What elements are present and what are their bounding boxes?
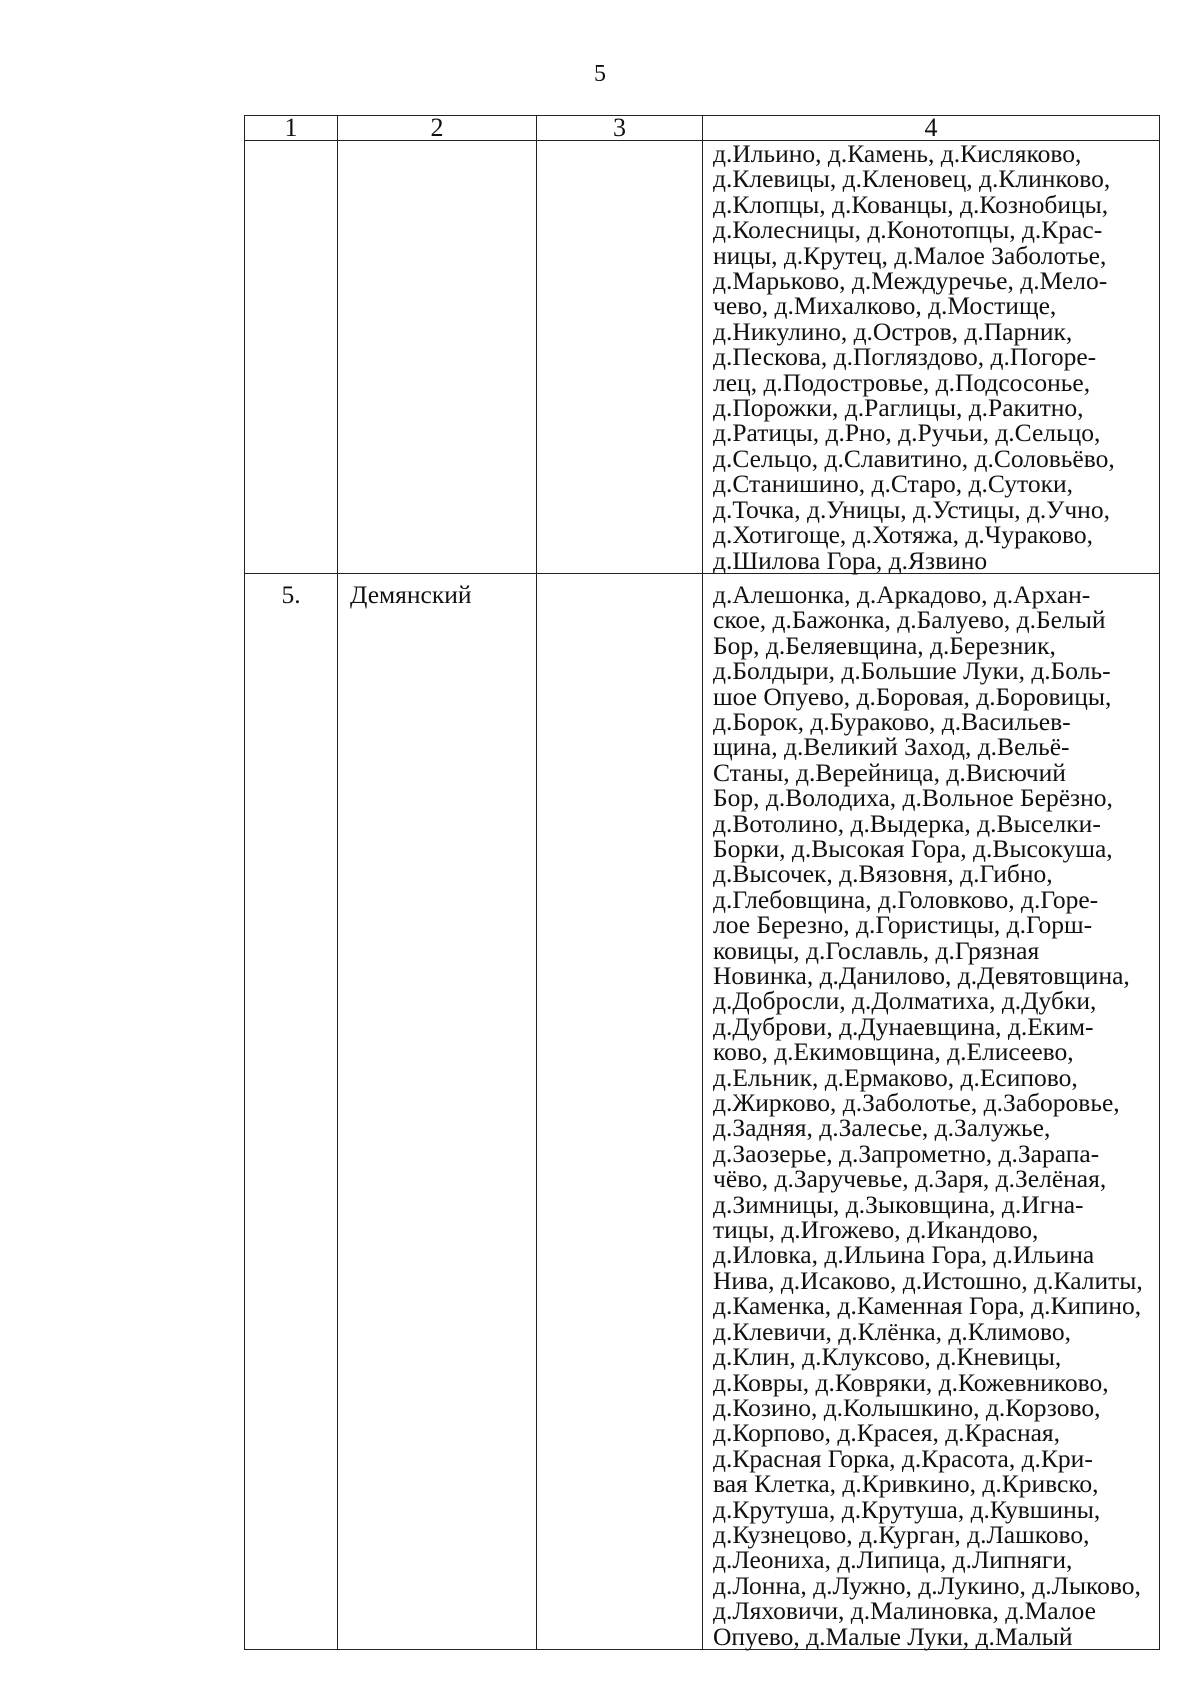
list-line: Новинка, д.Данилово, д.Девятовщина,: [713, 961, 1130, 990]
list-line: д.Колесницы, д.Конотопцы, д.Крас-: [713, 215, 1103, 245]
list-line: д.Порожки, д.Раглицы, д.Ракитно,: [713, 393, 1084, 423]
list-line: чёво, д.Заручевье, д.Заря, д.Зелёная,: [713, 1164, 1107, 1194]
page-number: 5: [594, 61, 606, 87]
list-line: д.Кузнецово, д.Курган, д.Лашково,: [713, 1519, 1090, 1549]
list-line: д.Зимницы, д.Зыковщина, д.Игна-: [713, 1189, 1084, 1219]
list-line: лое Березно, д.Гористицы, д.Горш-: [713, 910, 1093, 940]
list-line: д.Пескова, д.Погляздово, д.Погоре-: [713, 342, 1097, 372]
list-line: д.Болдыри, д.Большие Луки, д.Боль-: [713, 656, 1111, 686]
list-line: д.Сельцо, д.Славитино, д.Соловьёво,: [713, 443, 1115, 473]
settlements-table: [244, 115, 1160, 1650]
list-line: ское, д.Бажонка, д.Балуево, д.Белый: [713, 605, 1106, 635]
district-name: [338, 141, 537, 574]
list-line: д.Заозерье, д.Запрометно, д.Зарапа-: [713, 1138, 1100, 1168]
list-line: д.Жирково, д.Заболотье, д.Заборовье,: [713, 1088, 1120, 1118]
list-line: Нива, д.Исаково, д.Истошно, д.Калиты,: [713, 1265, 1143, 1295]
list-line: д.Ратицы, д.Рно, д.Ручьи, д.Сельцо,: [713, 418, 1101, 448]
list-line: д.Клевичи, д.Клёнка, д.Климово,: [713, 1316, 1072, 1346]
list-line: д.Добросли, д.Долматиха, д.Дубки,: [713, 986, 1097, 1016]
list-line: д.Вотолино, д.Выдерка, д.Выселки-: [713, 808, 1101, 838]
header-col-3: 3: [537, 116, 703, 141]
list-line: д.Хотигоще, д.Хотяжа, д.Чураково,: [713, 520, 1094, 550]
list-line: д.Корпово, д.Красея, д.Красная,: [713, 1418, 1061, 1448]
list-line: д.Ковры, д.Ковряки, д.Кожевниково,: [713, 1367, 1109, 1397]
list-line: д.Крутуша, д.Крутуша, д.Кувшины,: [713, 1494, 1101, 1524]
list-line: чево, д.Михалково, д.Мостище,: [713, 291, 1057, 321]
list-line: д.Глебовщина, д.Головково, д.Горе-: [713, 884, 1099, 914]
list-line: ково, д.Екимовщина, д.Елисеево,: [713, 1037, 1074, 1067]
list-line: д.Задняя, д.Залесье, д.Залужье,: [713, 1113, 1051, 1143]
list-line: Борки, д.Высокая Гора, д.Высокуша,: [713, 833, 1113, 863]
list-line: вая Клетка, д.Кривкино, д.Кривско,: [713, 1469, 1099, 1499]
list-line: д.Ляховичи, д.Малиновка, д.Малое: [713, 1596, 1096, 1626]
list-line: д.Алешонка, д.Аркадово, д.Архан-: [713, 579, 1091, 609]
list-line: д.Борок, д.Бураково, д.Васильев-: [713, 706, 1071, 736]
list-line: д.Высочек, д.Вязовня, д.Гибно,: [713, 859, 1053, 889]
table-row: [245, 573, 1160, 1649]
settlements-list: [703, 573, 1160, 1649]
list-line: д.Клевицы, д.Кленовец, д.Клинково,: [713, 164, 1111, 194]
list-line: д.Иловка, д.Ильина Гора, д.Ильина: [713, 1240, 1095, 1270]
list-line: тицы, д.Игожево, д.Икандово,: [713, 1215, 1039, 1245]
table-header-row: [245, 116, 1160, 141]
list-line: Станы, д.Верейница, д.Висючий: [713, 757, 1066, 787]
list-line: д.Каменка, д.Каменная Гора, д.Кипино,: [713, 1291, 1142, 1321]
col3-cell: [537, 141, 703, 574]
list-line: щина, д.Великий Заход, д.Вельё-: [713, 732, 1070, 762]
list-line: д.Лонна, д.Лужно, д.Лукино, д.Лыково,: [713, 1570, 1141, 1600]
list-line: д.Ильино, д.Камень, д.Кисляково,: [713, 139, 1082, 168]
header-col-4: 4: [703, 116, 1160, 141]
list-line: шое Опуево, д.Боровая, д.Боровицы,: [713, 681, 1112, 711]
list-line: д.Никулино, д.Остров, д.Парник,: [713, 316, 1073, 346]
district-name: Демянский: [338, 573, 537, 1649]
table-row: [245, 141, 1160, 574]
list-line: лец, д.Подостровье, д.Подсосонье,: [713, 367, 1091, 397]
list-line: д.Марьково, д.Междуречье, д.Мело-: [713, 266, 1108, 296]
list-line: ковицы, д.Гославль, д.Грязная: [713, 935, 1040, 965]
settlements-list: [703, 141, 1160, 574]
list-line: д.Красная Горка, д.Красота, д.Кри-: [713, 1443, 1093, 1473]
list-line: д.Козино, д.Колышкино, д.Корзово,: [713, 1392, 1101, 1422]
list-line: д.Станишино, д.Старо, д.Сутоки,: [713, 469, 1074, 499]
list-line: д.Шилова Гора, д.Язвино: [713, 545, 988, 575]
list-line: Бор, д.Беляевщина, д.Березник,: [713, 630, 1056, 660]
header-col-2: 2: [338, 116, 537, 141]
list-line: д.Дуброви, д.Дунаевщина, д.Еким-: [713, 1011, 1094, 1041]
list-line: д.Клин, д.Клуксово, д.Кневицы,: [713, 1342, 1062, 1372]
list-line: Опуево, д.Малые Луки, д.Малый: [713, 1621, 1073, 1651]
row-number: [245, 141, 338, 574]
list-line: Бор, д.Володиха, д.Вольное Берёзно,: [713, 783, 1113, 813]
row-number: 5.: [245, 573, 338, 1649]
list-line: д.Леониха, д.Липица, д.Липняги,: [713, 1545, 1073, 1575]
header-col-1: 1: [245, 116, 338, 141]
list-line: д.Клопцы, д.Кованцы, д.Кознобицы,: [713, 189, 1109, 219]
list-line: д.Ельник, д.Ермаково, д.Есипово,: [713, 1062, 1078, 1092]
list-line: ницы, д.Крутец, д.Малое Заболотье,: [713, 240, 1107, 270]
col3-cell: [537, 573, 703, 1649]
list-line: д.Точка, д.Уницы, д.Устицы, д.Учно,: [713, 494, 1110, 524]
